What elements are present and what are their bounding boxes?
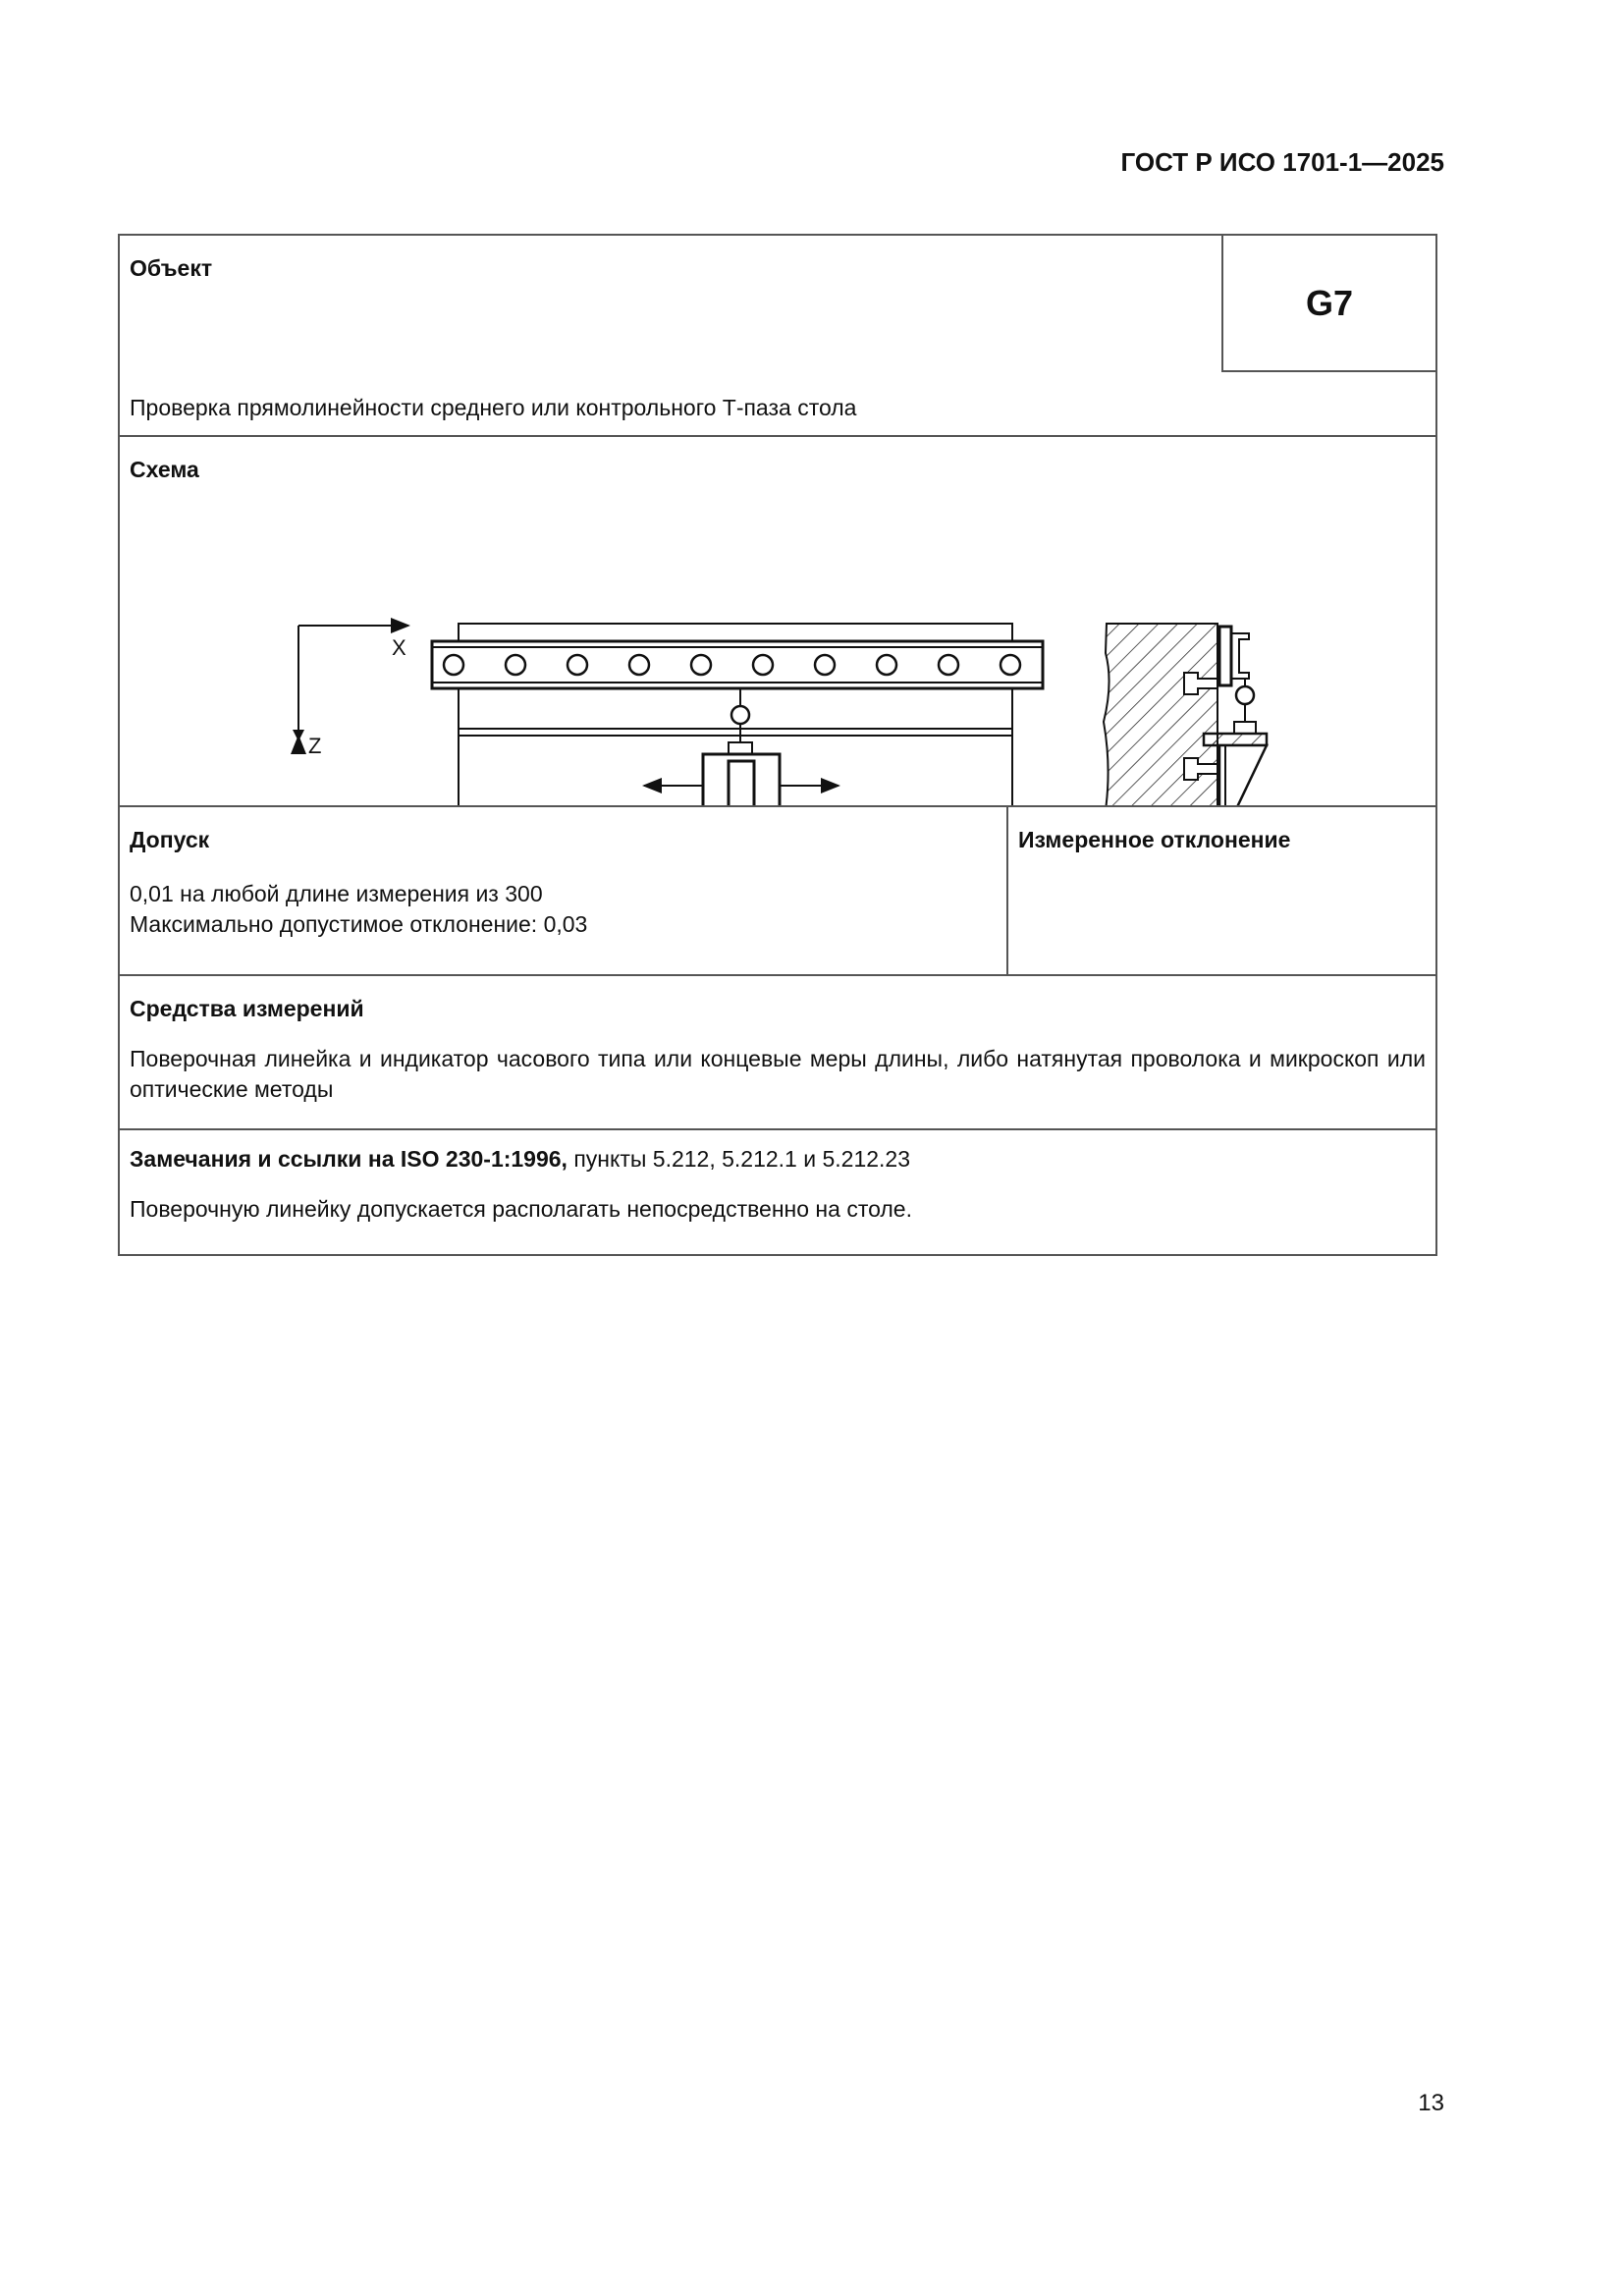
object-section [120,236,1435,437]
tolerance-heading: Допуск [130,827,210,852]
measuring-means-text: Поверочная линейка и индикатор часового типа или концевые меры длины, либо натянутая проволока и микроскоп или оптические методы [130,1046,1426,1102]
notes-section [120,1130,1435,1254]
side-section-view [1104,624,1267,805]
measured-deviation-cell [1008,807,1435,974]
check-code: G7 [1221,236,1435,372]
tolerance-section [120,807,1435,976]
axis-indicator [293,626,408,758]
tolerance-values [130,879,997,940]
tolerance-line-2: Максимально допустимое отклонение: 0,03 [130,911,588,937]
notes-title [130,1146,1426,1173]
axis-z-label: Z [308,734,322,758]
page-number: 13 [1418,2090,1444,2116]
measuring-means-heading: Средства измерений [130,996,364,1021]
straightedge [432,641,1043,688]
axis-x-label: X [392,635,406,660]
notes-heading: Замечания и ссылки на ISO 230-1:1996, [130,1146,568,1172]
scheme-heading: Схема [130,457,199,482]
notes-references: пункты 5.212, 5.212.1 и 5.212.23 [567,1146,911,1172]
scheme-section [120,437,1435,807]
tolerance-cell [120,807,1008,974]
object-description: Проверка прямолинейности среднего или контрольного Т-паза стола [130,395,857,420]
tolerance-line-1: 0,01 на любой длине измерения из 300 [130,881,543,906]
dial-indicator [644,688,839,805]
check-form [118,234,1437,1256]
document-header: ГОСТ Р ИСО 1701-1—2025 [1120,147,1444,177]
notes-text: Поверочную линейку допускается располагать непосредственно на столе. [130,1196,912,1222]
measuring-means-section [120,976,1435,1130]
object-heading: Объект [130,255,213,281]
measured-deviation-heading: Измеренное отклонение [1018,827,1291,852]
scheme-diagram [120,437,1435,805]
